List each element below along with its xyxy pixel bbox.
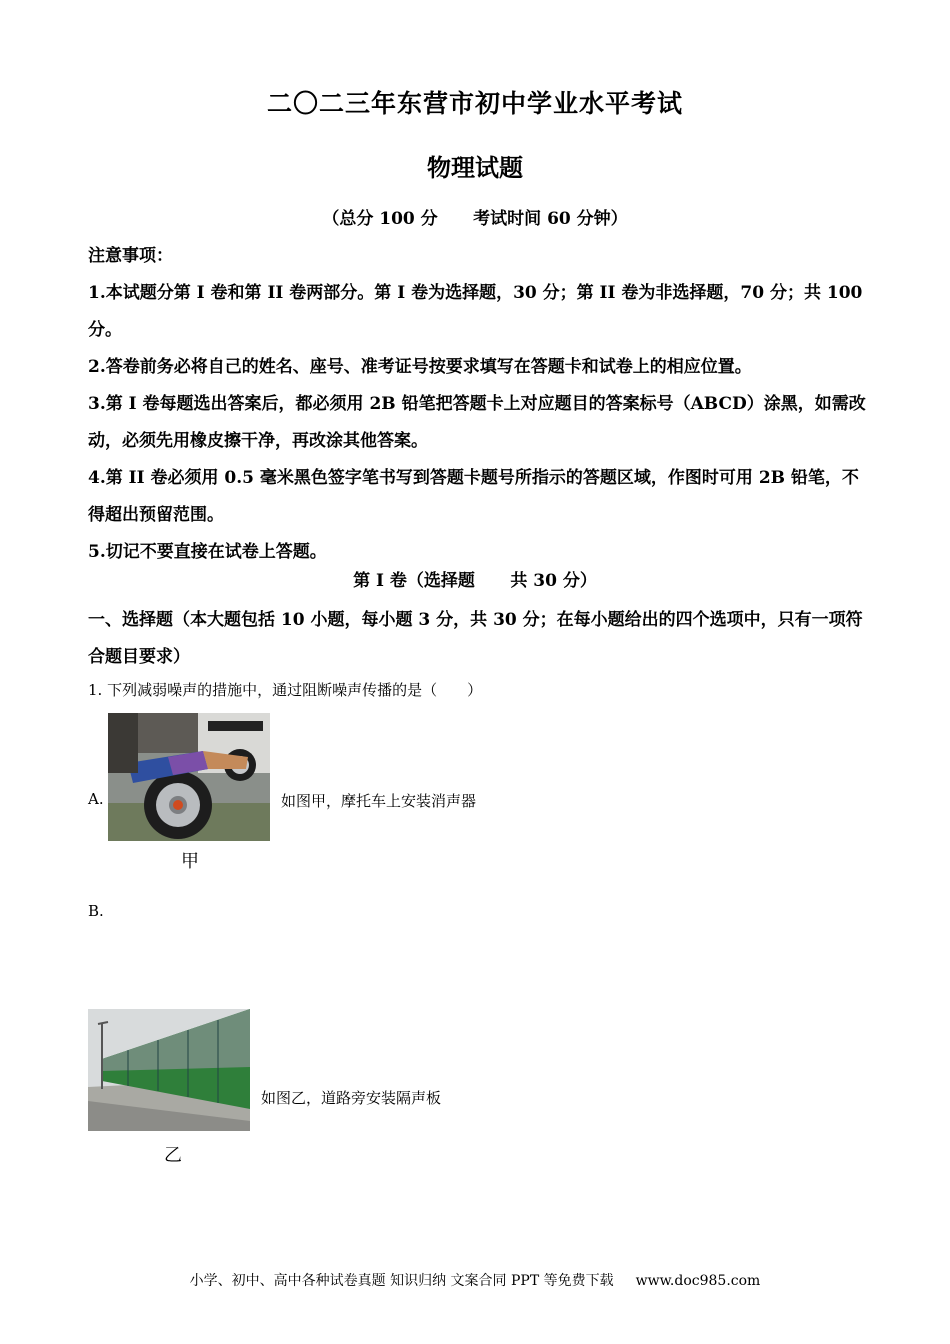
option-b-image-label: 乙 (164, 1145, 182, 1166)
option-a-text: 如图甲，摩托车上安装消声器 (281, 792, 477, 810)
motorcycle-muffler-image (108, 713, 270, 841)
sound-barrier-image (88, 1009, 250, 1131)
note-item-4: 4.第 II 卷必须用 0.5 毫米黑色签字笔书写到答题卡题号所指示的答题区域，作图时可用 2B 铅笔，不得超出预留范围。 (88, 468, 859, 525)
footer-url[interactable]: www.doc985.com (635, 1273, 761, 1289)
note-item-1: 1.本试题分第 I 卷和第 II 卷两部分。第 I 卷为选择题，30 分；第 II 卷为非选择题，70 分；共 100 分。 (88, 283, 863, 340)
note-item-3: 3.第 I 卷每题选出答案后，都必须用 2B 铅笔把答题卡上对应题目的答案标号（ABCD）涂黑，如需改动，必须先用橡皮擦干净，再改涂其他答案。 (88, 394, 866, 451)
option-a-image-label: 甲 (181, 851, 199, 872)
option-b-letter: B. (88, 902, 104, 920)
section-title: 第 I 卷（选择题 共 30 分） (353, 571, 597, 591)
option-a-letter: A. (88, 790, 104, 808)
notes-heading: 注意事项： (88, 246, 173, 266)
subject-title: 物理试题 (427, 153, 523, 182)
score-time-line: （总分 100 分 考试时间 60 分钟） (322, 209, 628, 229)
section-instruction: 一、选择题（本大题包括 10 小题，每小题 3 分，共 30 分；在每小题给出的四个选项中，只有一项符合题目要求） (88, 610, 863, 667)
question-1-stem: 1. 下列减弱噪声的措施中，通过阻断噪声传播的是（ ） (88, 681, 483, 699)
notes-block (88, 238, 868, 571)
footer-text: 小学、初中、高中各种试卷真题 知识归纳 文案合同 PPT 等免费下载 (189, 1273, 614, 1289)
note-item-2: 2.答卷前务必将自己的姓名、座号、准考证号按要求填写在答题卡和试卷上的相应位置。 (88, 357, 752, 377)
page-footer (0, 1270, 950, 1290)
option-b-text: 如图乙，道路旁安装隔声板 (261, 1089, 442, 1107)
exam-title: 二〇二三年东营市初中学业水平考试 (266, 89, 683, 118)
note-item-5: 5.切记不要直接在试卷上答题。 (88, 542, 327, 562)
